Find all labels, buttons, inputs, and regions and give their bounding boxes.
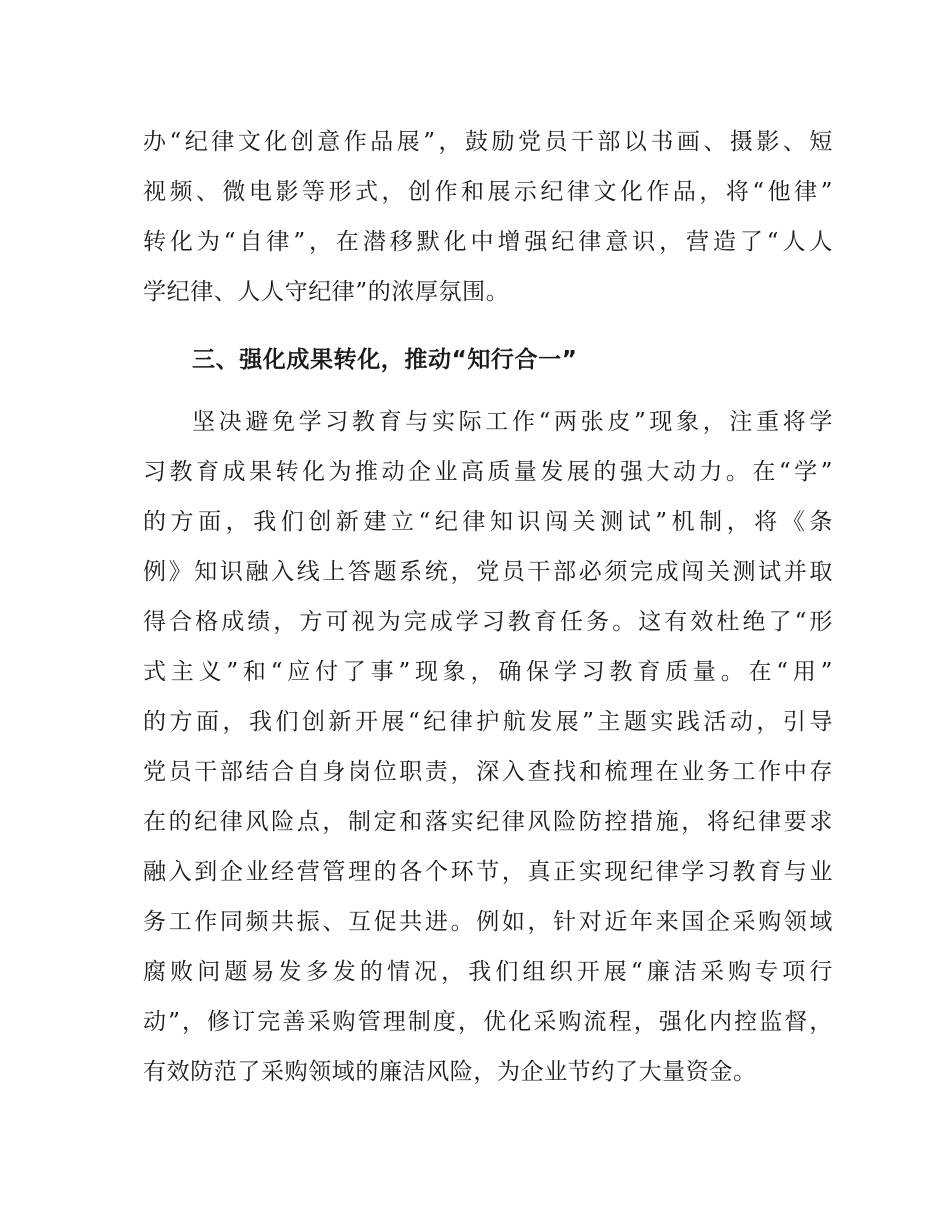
paragraph-line: 党员干部结合自身岗位职责，深入查找和梳理在业务工作中存 — [143, 759, 833, 785]
paragraph-line: 坚决避免学习教育与实际工作“两张皮”现象，注重将学 — [192, 409, 833, 435]
paragraph-line: 得合格成绩，方可视为完成学习教育任务。这有效杜绝了“形 — [143, 609, 833, 635]
paragraph-line: 学纪律、人人守纪律”的浓厚氛围。 — [143, 279, 510, 305]
paragraph-line: 在的纪律风险点，制定和落实纪律风险防控措施，将纪律要求 — [143, 809, 833, 835]
paragraph-line: 腐败问题易发多发的情况，我们组织开展“廉洁采购专项行 — [143, 959, 833, 985]
paragraph-line: 的方面，我们创新建立“纪律知识闯关测试”机制，将《条 — [143, 509, 833, 535]
paragraph-line: 有效防范了采购领域的廉洁风险，为企业节约了大量资金。 — [143, 1059, 757, 1085]
paragraph-line: 办“纪律文化创意作品展”，鼓励党员干部以书画、摄影、短 — [143, 129, 833, 155]
paragraph-line: 视频、微电影等形式，创作和展示纪律文化作品，将“他律” — [143, 179, 833, 205]
paragraph-line: 习教育成果转化为推动企业高质量发展的强大动力。在“学” — [143, 459, 833, 485]
paragraph-line: 融入到企业经营管理的各个环节，真正实现纪律学习教育与业 — [143, 859, 833, 885]
section-heading: 三、强化成果转化，推动“知行合一” — [192, 347, 578, 373]
paragraph-line: 式主义”和“应付了事”现象，确保学习教育质量。在“用” — [143, 659, 833, 685]
paragraph-line: 转化为“自律”，在潜移默化中增强纪律意识，营造了“人人 — [143, 229, 833, 255]
paragraph-line: 例》知识融入线上答题系统，党员干部必须完成闯关测试并取 — [143, 559, 833, 585]
paragraph-line: 务工作同频共振、互促共进。例如，针对近年来国企采购领域 — [143, 909, 833, 935]
paragraph-line: 的方面，我们创新开展“纪律护航发展”主题实践活动，引导 — [143, 709, 833, 735]
paragraph-line: 动”，修订完善采购管理制度，优化采购流程，强化内控监督， — [143, 1009, 833, 1035]
